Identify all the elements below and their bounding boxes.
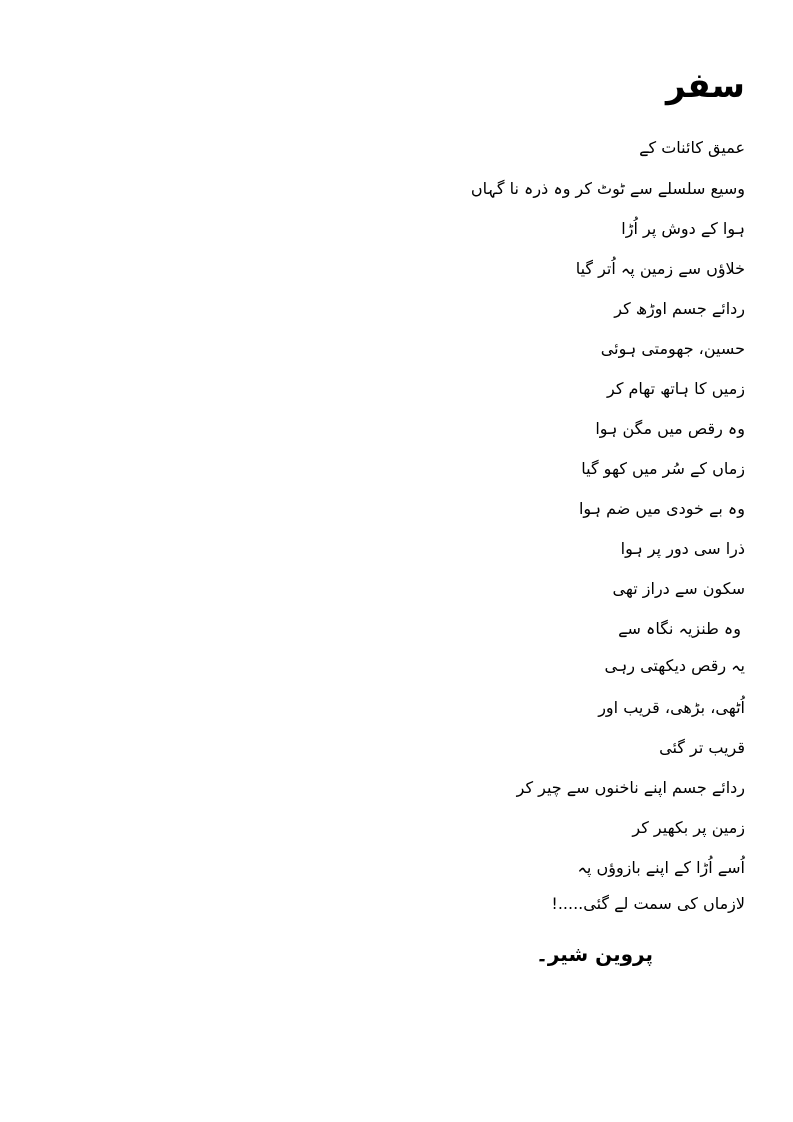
poem-line: اُسے اُڑا کے اپنے بازوؤں پہ <box>577 858 745 877</box>
poem-line: وہ بے خودی میں ضم ہوا <box>578 499 745 518</box>
author-signature: پروین شیر۔ <box>536 942 653 966</box>
poem-line: خلاؤں سے زمین پہ اُتر گیا <box>575 259 745 278</box>
poem-line: ردائے جسم اوڑھ کر <box>614 299 745 318</box>
poem-line: وہ رقص میں مگن ہوا <box>595 419 745 438</box>
poem-line: ذرا سی دور پر ہوا <box>620 539 745 558</box>
poem-line: لازماں کی سمت لے گئی.....! <box>551 894 745 913</box>
poem-line: ہوا کے دوش پر اُڑا <box>621 219 745 238</box>
poem-line: حسین، جھومتی ہوئی <box>600 339 745 358</box>
poem-line: عمیق کائنات کے <box>639 138 745 157</box>
poem-line: سکون سے دراز تھی <box>612 579 745 598</box>
poem-line: زماں کے سُر میں کھو گیا <box>581 459 745 478</box>
poem-line: وہ طنزیہ نگاہ سے <box>618 619 741 638</box>
poem-line: یہ رقص دیکھتی رہی <box>604 656 745 675</box>
poem-line: اُٹھی، بڑھی، قریب اور <box>598 698 745 717</box>
poem-line: زمیں کا ہاتھ تھام کر <box>606 379 745 398</box>
poem-line: ردائے جسم اپنے ناخنوں سے چیر کر <box>516 778 745 797</box>
poem-line: زمین پر بکھیر کر <box>632 818 745 837</box>
poem-line: قریب تر گئی <box>659 738 745 757</box>
poem-line: وسیع سلسلے سے ٹوٹ کر وہ ذرہ نا گہاں <box>470 179 745 198</box>
poem-title: سفر <box>665 66 745 106</box>
